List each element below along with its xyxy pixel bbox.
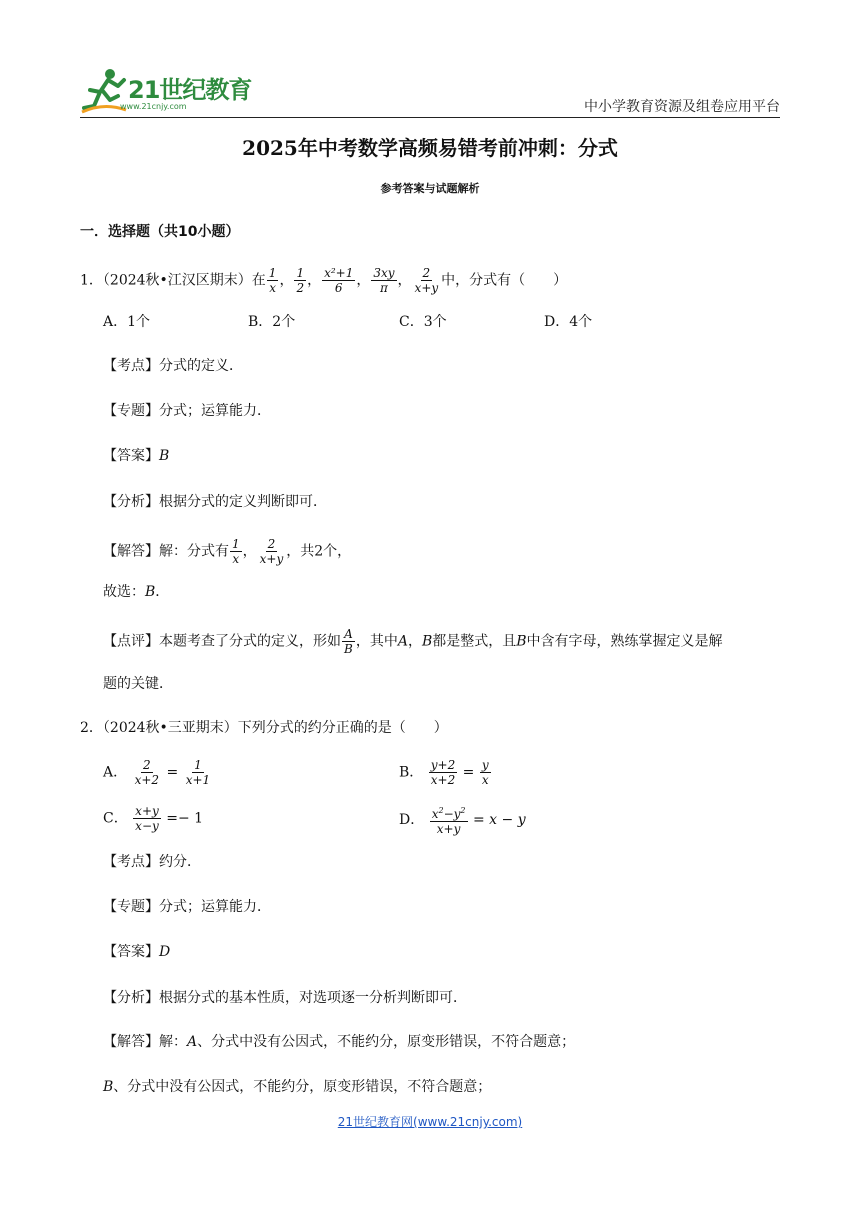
page-header xyxy=(80,62,780,120)
q2-answer-value: D xyxy=(159,944,171,960)
q1-answer: 【答案】B xyxy=(103,448,170,464)
q2-jieda-1: 【解答】解：A、分式中没有公因式，不能约分，原变形错误，不符合题意； xyxy=(103,1034,576,1050)
logo xyxy=(80,62,260,118)
q1-option-c: C．3个 xyxy=(399,314,447,330)
q1-fenxi: 【分析】根据分式的定义判断即可． xyxy=(103,494,327,510)
q1-stem-prefix: 1．（2024秋•江汉区期末）在 xyxy=(80,272,266,289)
logo-url: www.21cnjy.com xyxy=(120,102,187,111)
q2-option-b: B． $\frac{y+2}{x+2}$ = $\frac{y}{x}$ xyxy=(399,758,489,787)
page-subtitle: 参考答案与试题解析 xyxy=(380,182,480,195)
header-divider xyxy=(80,117,780,118)
q1-frac-2: $\frac{1}{2}$ xyxy=(296,266,305,295)
q1-frac-4: $\frac{3xy}{\pi}$ xyxy=(373,266,395,295)
q1-jieda-frac-2: $\frac{2}{x+y}$ xyxy=(259,537,284,566)
q1-frac-3: $\frac{\text{x²+1}}{6}$ xyxy=(324,266,354,295)
q2-option-d: D． $\frac{x^2-y^2}{x+y}$ = x − y xyxy=(399,806,526,836)
q1-jieda-frac-1: $\frac{1}{x}$ xyxy=(232,537,240,566)
q1-option-d: D．4个 xyxy=(544,314,593,330)
q1-option-b: B．2个 xyxy=(248,314,296,330)
q1-jieda: 【解答】解：分式有 $\frac{1}{x}$ ， $\frac{2}{x+y}$ ，共2个， xyxy=(103,537,352,566)
q1-answer-value: B xyxy=(159,448,170,464)
q2-option-c: C． $\frac{x+y}{x-y}$ =− 1 xyxy=(103,804,204,833)
q2-zhuanti: 【专题】分式；运算能力． xyxy=(103,899,271,915)
q2-kaodian: 【考点】约分． xyxy=(103,854,201,870)
q1-zhuanti: 【专题】分式；运算能力． xyxy=(103,403,271,419)
q1-kaodian: 【考点】分式的定义． xyxy=(103,358,243,374)
q2-option-a: A． $\frac{2}{x+2}$ = $\frac{1}{x+1}$ xyxy=(103,758,211,787)
q1-dianping-end: 题的关键． xyxy=(103,676,173,692)
page-title: 2025年中考数学高频易错考前冲刺：分式 xyxy=(242,136,618,160)
logo-text: 21世纪教育 xyxy=(128,76,252,104)
q2-jieda-2: B、分式中没有公因式，不能约分，原变形错误，不符合题意； xyxy=(103,1079,492,1095)
q1-dianping: 【点评】本题考查了分式的定义，形如 $\frac{A}{B}$ ，其中A，B都是整式，且B中含有字母，熟练掌握定义是解 xyxy=(103,627,723,656)
q2-stem: 2．（2024秋•三亚期末）下列分式的约分正确的是（ ） xyxy=(80,720,448,736)
q1-frac-1: $\frac{1}{x}$ xyxy=(268,266,277,295)
section-heading: 一．选择题（共10小题） xyxy=(80,224,240,240)
q1-stem-suffix: 中，分式有（ ） xyxy=(441,272,568,289)
q1-guxuan: 故选：B． xyxy=(103,584,170,600)
q1-stem: 1．（2024秋•江汉区期末）在 $\frac{1}{x}$ ， $\frac{1}{2}$ ， $\frac{\text{x²+1}}{6}$ ， $\frac{3xy}{\pi}$ ， $\frac{2}{x+y}$ 中，分式有（ ） xyxy=(80,266,568,295)
q2-fenxi: 【分析】根据分式的基本性质，对选项逐一分析判断即可． xyxy=(103,990,467,1006)
header-tagline: 中小学教育资源及组卷应用平台 xyxy=(584,99,780,115)
footer-link[interactable]: 21世纪教育网(www.21cnjy.com) xyxy=(337,1115,523,1129)
q1-dianping-frac: $\frac{A}{B}$ xyxy=(344,627,353,656)
q1-option-a: A．1个 xyxy=(103,314,151,330)
q1-frac-5: $\frac{2}{x+y}$ xyxy=(414,266,439,295)
q2-answer: 【答案】D xyxy=(103,944,171,960)
